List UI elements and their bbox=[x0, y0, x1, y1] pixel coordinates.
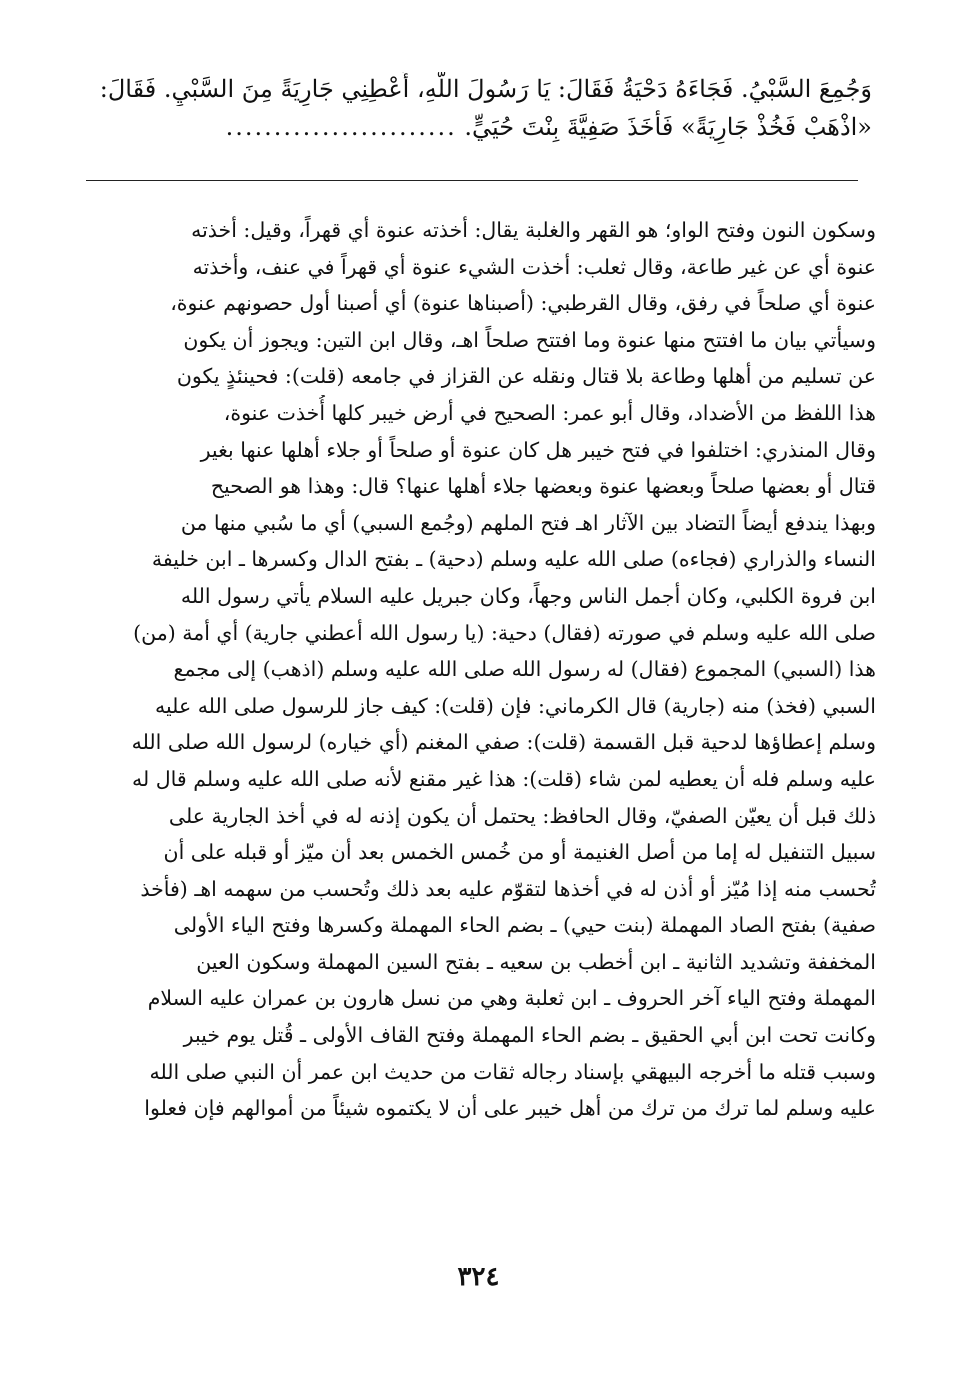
continuation-dots: ........................ bbox=[225, 113, 457, 141]
commentary-line: وكانت تحت ابن أبي الحقيق ـ بضم الحاء المهملة وفتح القاف الأولى ـ قُتل يوم خيبر bbox=[183, 1023, 876, 1048]
hadith-text-line-2-text: «اذْهَبْ فَخُذْ جَارِيَةً» فَأَخَذَ صَفِيَّةَ بِنْتَ حُيَيٍّ. bbox=[464, 113, 872, 141]
hadith-text-line-2 bbox=[86, 110, 872, 144]
commentary-line: ابن فروة الكلبي، وكان أجمل الناس وجهاً، وكان جبريل عليه السلام يأتي رسول الله bbox=[180, 583, 876, 608]
page-number: ٣٢٤ bbox=[457, 1262, 500, 1292]
commentary-line: سبيل التنفيل له إما من أصل الغنيمة أو من خُمس الخمس بعد أن ميّز أو قبله على أن bbox=[163, 840, 876, 865]
commentary-line: عن تسليم من أهلها وطاعة بلا قتال ونقله عن القزاز في جامعه (قلت): فحينئذٍ يكون bbox=[176, 364, 876, 389]
commentary-line: عنوة أي عن غير طاعة، وقال ثعلب: أخذت الشيء عنوة أي قهراً في عنف، وأخذته bbox=[192, 254, 876, 279]
commentary-line: وسيأتي بيان ما افتتح منها عنوة وما افتتح صلحاً اهـ، وقال ابن التين: ويجوز أن يكون bbox=[183, 327, 876, 352]
commentary-line: صلى الله عليه وسلم في صورته (فقال) دحية: (يا رسول الله أعطني جارية) أي أمة (من) bbox=[133, 620, 876, 645]
hadith-text-line-1: وَجُمِعَ السَّبْيُ. فَجَاءَهُ دَحْيَةُ فَقَالَ: يَا رَسُولَ اللَّهِ، أَعْطِنِي جَارِيَةً مِنَ السَّبْيِ. فَقَالَ: bbox=[99, 75, 872, 103]
commentary-line: عليه وسلم لما ترك من ترك من أهل خيبر على أن لا يكتموه شيئاً من أموالهم فإن فعلوا bbox=[144, 1096, 876, 1121]
commentary-line: وسلم إعطاؤها لدحية قبل القسمة (قلت): صفي المغنم (أي خياره) لرسول الله صلى الله bbox=[131, 730, 876, 755]
commentary-line: السبي (فخذ) منه (جارية) قال الكرماني: فإن (قلت): كيف جاز للرسول صلى الله عليه bbox=[154, 693, 876, 718]
commentary-line: هذا اللفظ من الأضداد، وقال أبو عمر: الصحيح في أرض خيبر كلها أُخذت عنوة، bbox=[223, 400, 876, 425]
commentary-line: صفية) بفتح الصاد المهملة (بنت حيي) ـ بضم الحاء المهملة وكسرها وفتح الياء الأولى bbox=[173, 913, 876, 938]
commentary-line: هذا (السبي) المجموع (فقال) له رسول الله صلى الله عليه وسلم (اذهب) إلى مجمع bbox=[173, 657, 876, 682]
commentary-line: قتال أو بعضها صلحاً وبعضها عنوة وبعضها جلاء أهلها عنها؟ قال: وهذا هو الصحيح bbox=[210, 474, 876, 499]
commentary-line: عليه وسلم فله أن يعطيه لمن شاء (قلت): هذا غير مقنع لأنه صلى الله عليه وسلم قال له bbox=[132, 766, 876, 791]
commentary-line: وقال المنذري: اختلفوا في فتح خيبر هل كان عنوة أو صلحاً أو جلاء أهلها عنها بغير bbox=[200, 437, 876, 462]
commentary-line: المخففة وتشديد الثانية ـ ابن أخطب بن سعيه ـ بفتح السين المهملة وسكون العين bbox=[196, 949, 876, 974]
commentary-line: وسبب قتله ما أخرجه البيهقي بإسناد رجاله ثقات من حديث ابن عمر أن النبي صلى الله bbox=[149, 1059, 876, 1084]
commentary-line: النساء والذراري (فجاءه) صلى الله عليه وسلم (دحية) ـ بفتح الدال وكسرها ـ ابن خليفة bbox=[151, 547, 876, 572]
footnote-divider bbox=[86, 180, 858, 181]
commentary-line: وبهذا يندفع أيضاً التضاد بين الآثار اهـ فتح الملهم (وجُمع السبي) أي ما سُبي منها من bbox=[180, 510, 876, 535]
commentary-line: المهملة وفتح الياء آخر الحروف ـ ابن ثعلبة وهي من نسل هارون بن عمران عليه السلام bbox=[147, 986, 876, 1011]
commentary-block bbox=[86, 212, 876, 1127]
commentary-line: وسكون النون وفتح الواو؛ هو القهر والغلبة يقال: أخذته عنوة أي قهراً، وقيل: أخذته bbox=[191, 218, 876, 242]
commentary-line: تُحسب منه إذا مُيّز أو أذن له في أخذها لتقوّم عليه بعد ذلك وتُحسب من سهمه اهـ (فأخذ bbox=[140, 876, 876, 901]
commentary-line: عنوة أي صلحاً في رفق، وقال القرطبي: (أصبناها عنوة) أي أصبنا أول حصونهم عنوة، bbox=[170, 291, 876, 316]
commentary-line: ذلك قبل أن يعيّن الصفيّ، وقال الحافظ: يحتمل أن يكون إذنه له في أخذ الجارية على bbox=[168, 803, 876, 828]
